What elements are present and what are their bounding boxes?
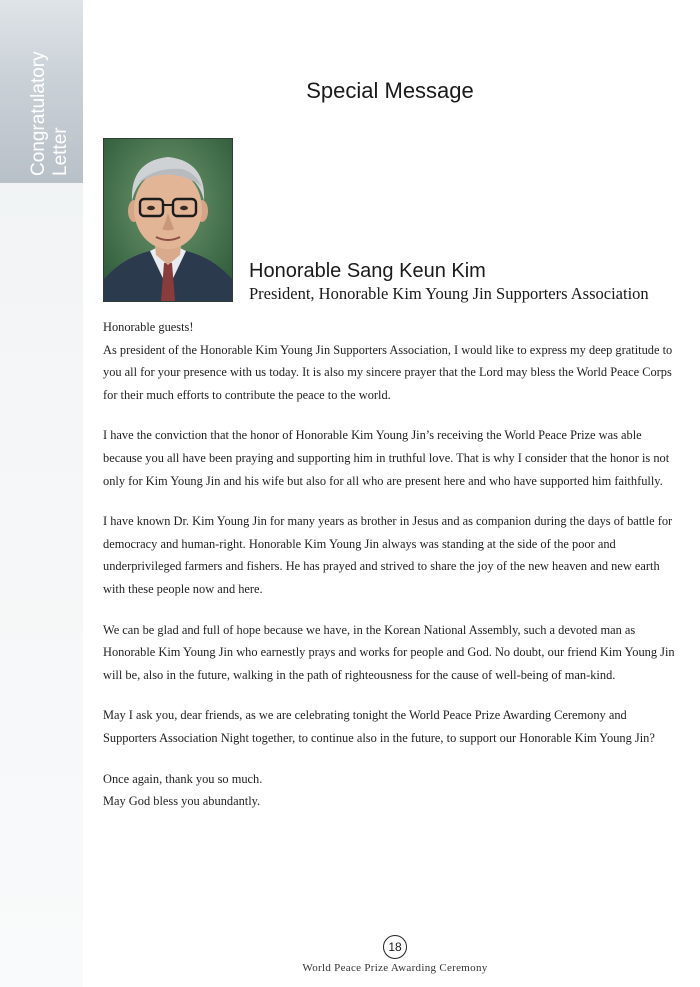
letter-closing-line: Once again, thank you so much.	[103, 771, 263, 786]
letter-paragraph: I have the conviction that the honor of Honorable Kim Young Jin’s receiving the World Peace Prize was able because you all have been praying and supporting him in truthful love. That is why I consider that the honor is not only for Kim Young Jin and his wife but also for all who are present here and who have supported him faithfully.	[103, 428, 670, 488]
speaker-portrait	[103, 138, 233, 302]
section-tab-label	[28, 16, 72, 176]
footer-publication: World Peace Prize Awarding Ceremony	[302, 962, 488, 974]
speaker-name: Honorable Sang Keun Kim	[249, 260, 486, 282]
letter-paragraph: May I ask you, dear friends, as we are celebrating tonight the World Peace Prize Awarding Ceremony and Supporters Association Night together, to continue also in the future, to support our Honorable Kim Young Jin?	[103, 708, 655, 745]
section-tab-line2: Letter	[50, 127, 71, 176]
portrait-image	[104, 139, 232, 301]
letter-paragraph: As president of the Honorable Kim Young Jin Supporters Association, I would like to express my deep gratitude to you all for your presence with us today. It is also my sincere prayer that the Lord may bless the World Peace Corps for their much efforts to contribute the peace to the world.	[103, 342, 673, 402]
letter-paragraph: I have known Dr. Kim Young Jin for many years as brother in Jesus and as companion during the days of battle for democracy and human-right. Honorable Kim Young Jin always was standing at the side of the poor and underprivileged farmers and fishers. He has prayed and strived to share the joy of the new heaven and new earth with these people now and here.	[103, 514, 673, 596]
section-tab-line1: Congratulatory	[28, 51, 49, 176]
page-number: 18	[383, 935, 407, 959]
letter-paragraph: We can be glad and full of hope because we have, in the Korean National Assembly, such a devoted man as Honorable Kim Young Jin who earnestly prays and works for people and God. No doubt, our friend Kim Young Jin will be, also in the future, walking in the path of righteousness for the cause of well-being of man-kind.	[103, 622, 675, 682]
section-tab	[0, 0, 83, 183]
letter-body	[103, 316, 683, 813]
letter-closing-line: May God bless you abundantly.	[103, 794, 261, 809]
speaker-position: President, Honorable Kim Young Jin Supporters Association	[249, 284, 649, 303]
page-title: Special Message	[306, 78, 474, 103]
letter-salutation: Honorable guests!	[103, 320, 194, 334]
